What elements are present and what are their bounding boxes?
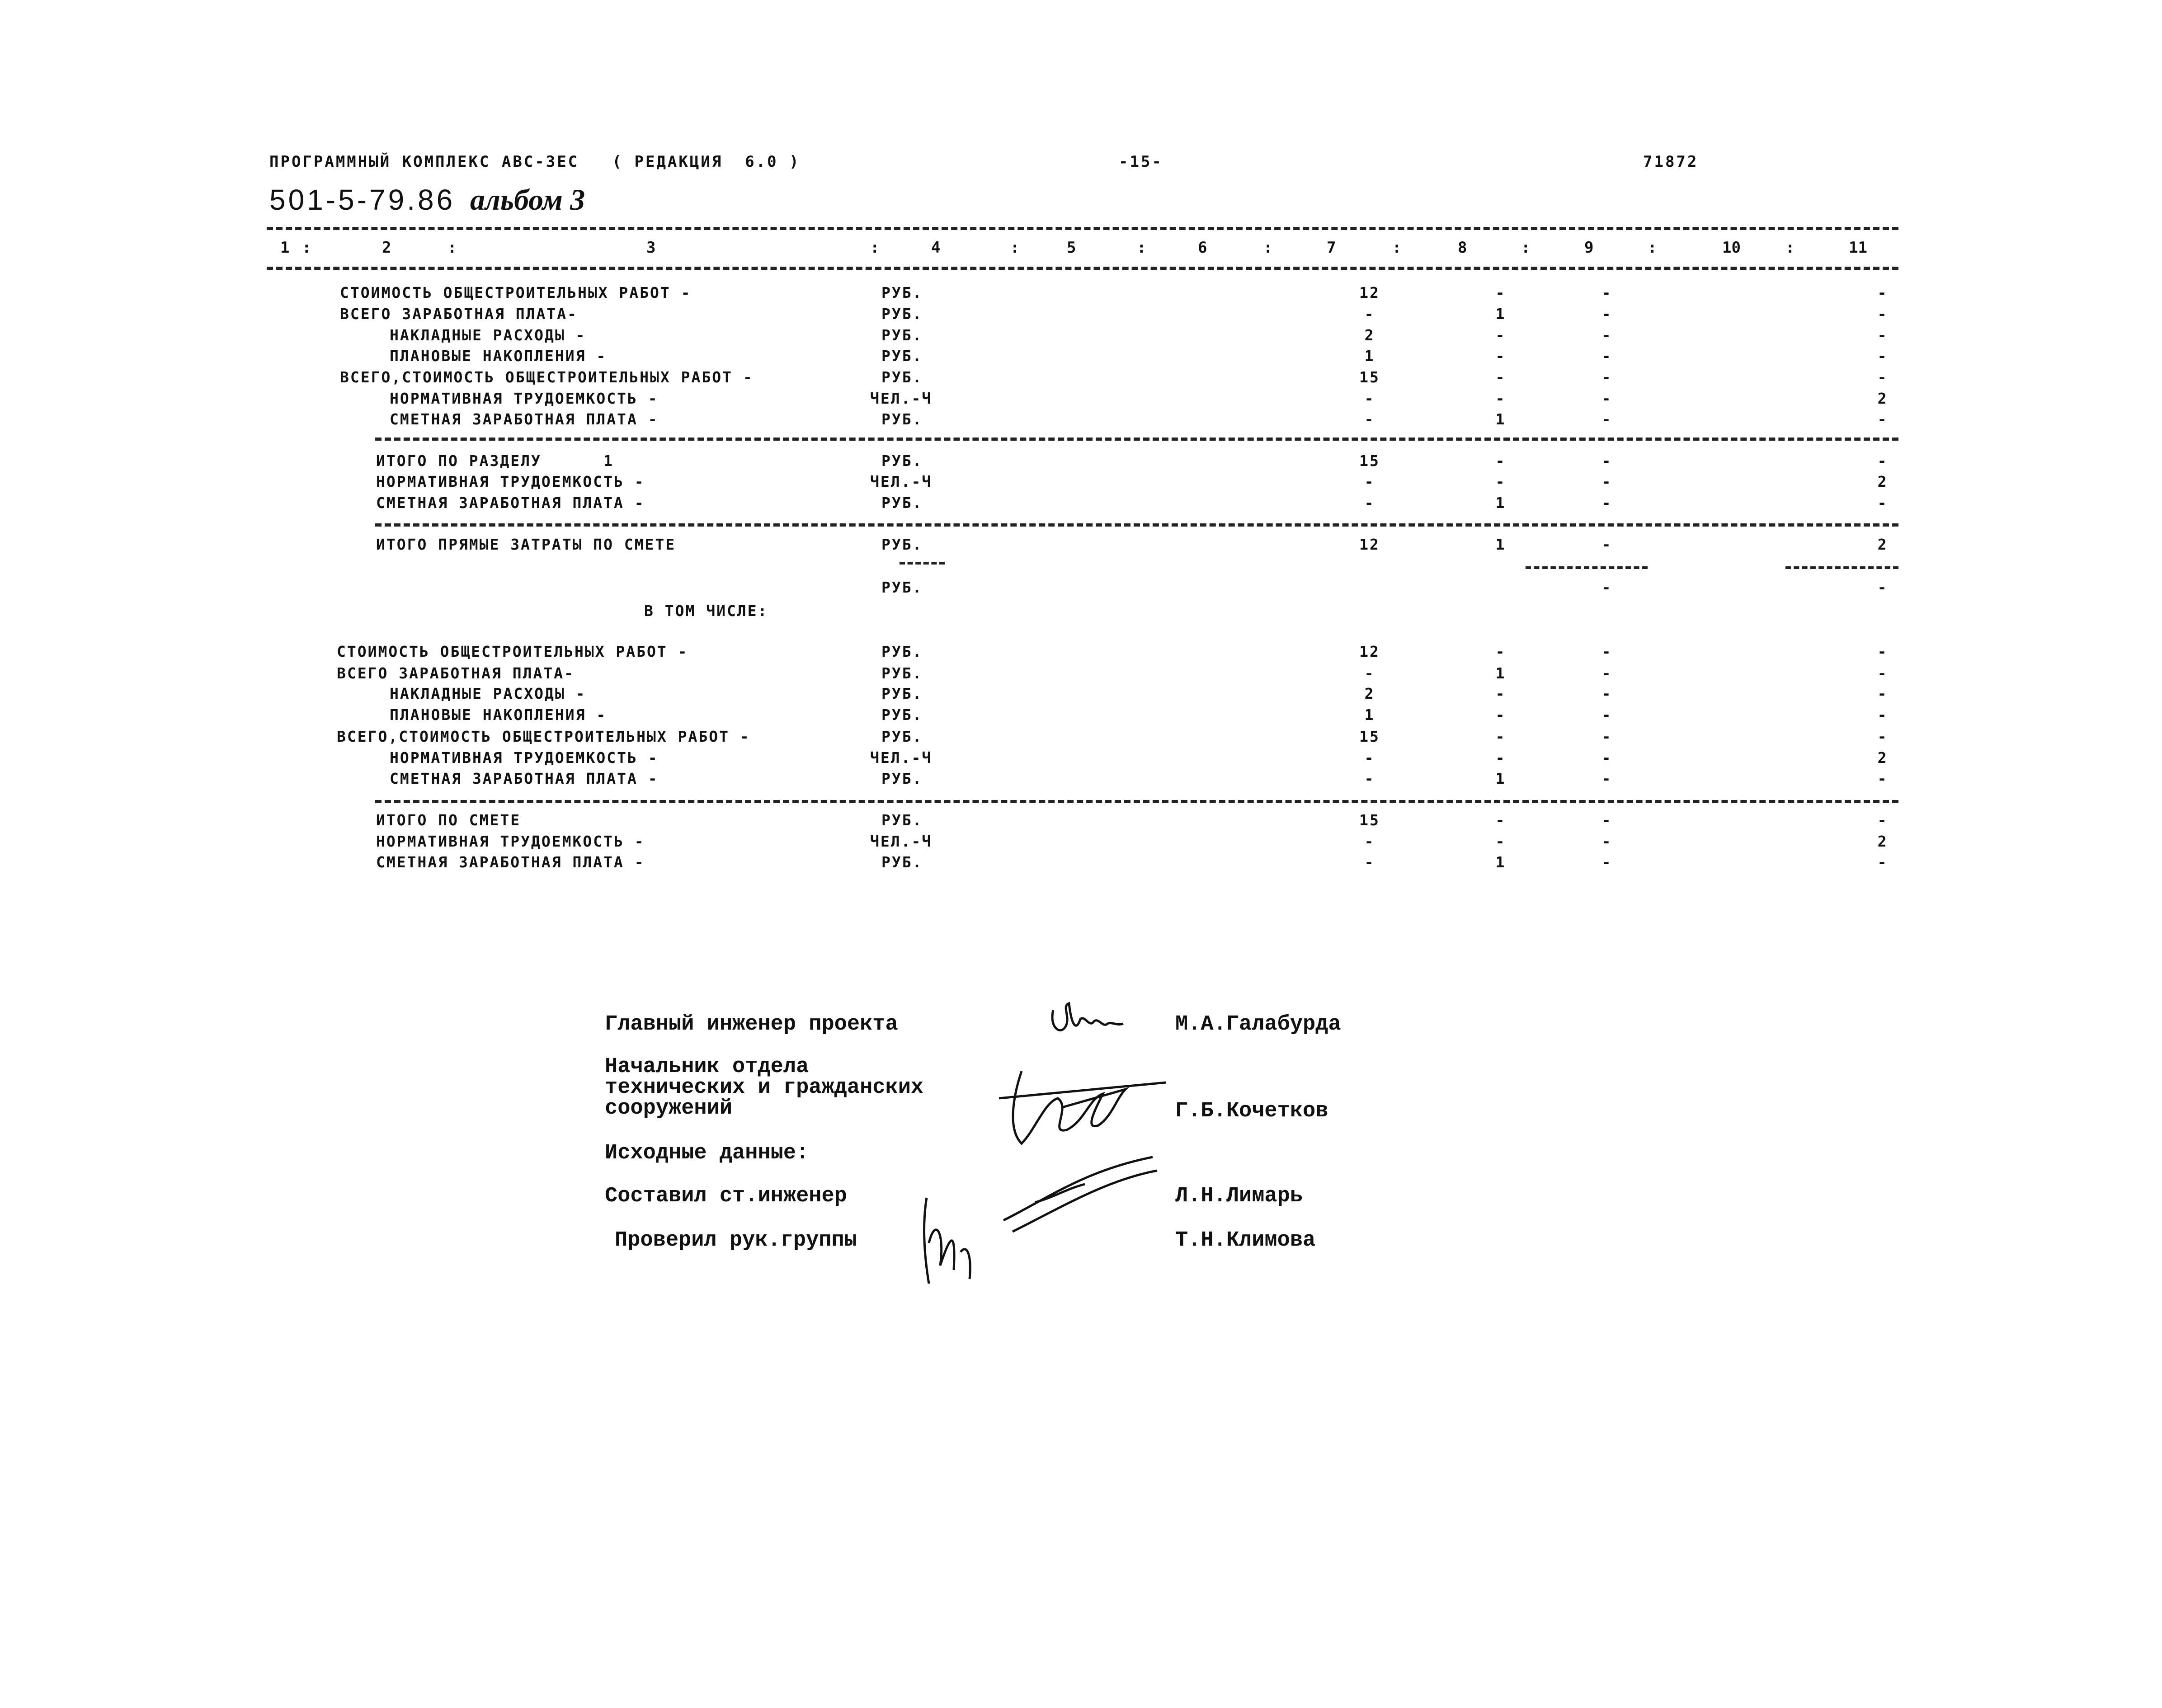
row-unit: РУБ. bbox=[881, 410, 923, 428]
row-col11-value: - bbox=[1877, 326, 1888, 344]
row-col9-value: - bbox=[1601, 833, 1612, 850]
row-col7-value: 15 bbox=[1359, 811, 1380, 829]
column-separator: : bbox=[302, 239, 311, 257]
row-col11-value: - bbox=[1877, 853, 1888, 871]
row-col9-value: - bbox=[1601, 368, 1612, 386]
row-unit: ЧЕЛ.-Ч bbox=[870, 473, 933, 490]
table-row bbox=[0, 305, 2162, 323]
row-unit: РУБ. bbox=[881, 494, 923, 512]
table-row bbox=[0, 347, 2162, 365]
row-unit: РУБ. bbox=[881, 643, 923, 660]
in-that-number-label: В ТОМ ЧИСЛЕ: bbox=[644, 602, 768, 620]
row-col9-value: - bbox=[1601, 685, 1612, 702]
table-row bbox=[0, 833, 2162, 851]
table-row bbox=[0, 452, 2162, 470]
sig-role-compiler: Составил ст.инженер bbox=[605, 1184, 847, 1208]
row-unit: РУБ. bbox=[881, 685, 923, 702]
row-col8-value: - bbox=[1495, 452, 1506, 470]
row-col7-value: 12 bbox=[1359, 643, 1380, 660]
section-rule bbox=[375, 438, 1898, 441]
signature-checker bbox=[918, 1189, 985, 1288]
row-col7-value: - bbox=[1364, 833, 1375, 850]
row-label: НОРМАТИВНАЯ ТРУДОЕМКОСТЬ - bbox=[390, 390, 659, 407]
table-row bbox=[0, 494, 2162, 512]
row-col9-value: - bbox=[1601, 664, 1612, 682]
sig-role-chief-engineer: Главный инженер проекта bbox=[605, 1012, 898, 1036]
row-unit: ЧЕЛ.-Ч bbox=[870, 833, 933, 850]
row-label: ИТОГО ПО РАЗДЕЛУ 1 bbox=[376, 452, 614, 470]
column-number-6: 6 bbox=[1198, 239, 1207, 257]
row-label: НОРМАТИВНАЯ ТРУДОЕМКОСТЬ - bbox=[376, 833, 645, 850]
row-col8-value: 1 bbox=[1495, 770, 1506, 787]
column-header-rule bbox=[267, 267, 1898, 270]
sig-role-checker: Проверил рук.группы bbox=[615, 1228, 857, 1252]
row-col7-value: 15 bbox=[1359, 452, 1380, 470]
row-col9-value: - bbox=[1601, 728, 1612, 745]
row-col9-value: - bbox=[1601, 770, 1612, 787]
column-header-row bbox=[267, 239, 1898, 258]
row-col11-value: 2 bbox=[1877, 536, 1888, 553]
table-row bbox=[0, 664, 2162, 682]
row-col9-value: - bbox=[1601, 706, 1612, 724]
row-col9-value: - bbox=[1601, 473, 1612, 490]
signature-chief-engineer bbox=[1044, 997, 1135, 1046]
table-row bbox=[0, 770, 2162, 788]
table-row bbox=[0, 473, 2162, 491]
document-code: 71872 bbox=[1643, 153, 1699, 171]
column-separator: : bbox=[1137, 239, 1146, 257]
row-label: ВСЕГО ЗАРАБОТНАЯ ПЛАТА- bbox=[337, 664, 575, 682]
row-col8-value: - bbox=[1495, 749, 1506, 767]
row-unit: РУБ. bbox=[881, 536, 923, 553]
row-col7-value: 15 bbox=[1359, 728, 1380, 745]
row-label: ИТОГО ПО СМЕТЕ bbox=[376, 811, 521, 829]
row-col7-value: - bbox=[1364, 494, 1375, 512]
row-unit: РУБ. bbox=[881, 853, 923, 871]
row-col11-value: - bbox=[1877, 811, 1888, 829]
row-col11-value: - bbox=[1877, 284, 1888, 301]
row-col8-value: 1 bbox=[1495, 410, 1506, 428]
row-label: СМЕТНАЯ ЗАРАБОТНАЯ ПЛАТА - bbox=[390, 770, 659, 787]
table-row bbox=[0, 368, 2162, 386]
row-col11-value: 2 bbox=[1877, 473, 1888, 490]
column-separator: : bbox=[1785, 239, 1795, 257]
row-col9-value: - bbox=[1601, 305, 1612, 323]
row-col11-value: - bbox=[1877, 579, 1888, 596]
row-col9-value: - bbox=[1601, 326, 1612, 344]
section-rule bbox=[375, 523, 1898, 527]
row-col8-value: - bbox=[1495, 811, 1506, 829]
column-number-5: 5 bbox=[1067, 239, 1076, 257]
row-col11-value: - bbox=[1877, 305, 1888, 323]
row-col8-value: - bbox=[1495, 833, 1506, 850]
row-col7-value: - bbox=[1364, 390, 1375, 407]
table-row bbox=[0, 643, 2162, 661]
row-col7-value: - bbox=[1364, 473, 1375, 490]
column-separator: : bbox=[870, 239, 880, 257]
row-label: СМЕТНАЯ ЗАРАБОТНАЯ ПЛАТА - bbox=[376, 494, 645, 512]
row-unit: ЧЕЛ.-Ч bbox=[870, 390, 933, 407]
row-col7-value: 2 bbox=[1364, 326, 1375, 344]
row-col7-value: 15 bbox=[1359, 368, 1380, 386]
row-col8-value: 1 bbox=[1495, 494, 1506, 512]
column-number-9: 9 bbox=[1584, 239, 1594, 257]
row-col7-value: - bbox=[1364, 305, 1375, 323]
column-number-4: 4 bbox=[931, 239, 941, 257]
row-col8-value: - bbox=[1495, 390, 1506, 407]
row-unit: ЧЕЛ.-Ч bbox=[870, 749, 933, 767]
row-label: СМЕТНАЯ ЗАРАБОТНАЯ ПЛАТА - bbox=[390, 410, 659, 428]
row-col9-value: - bbox=[1601, 579, 1612, 596]
table-top-rule bbox=[267, 227, 1898, 230]
row-col11-value: - bbox=[1877, 728, 1888, 745]
row-col11-value: - bbox=[1877, 494, 1888, 512]
row-col11-value: - bbox=[1877, 347, 1888, 365]
short-rule bbox=[900, 562, 945, 565]
row-col8-value: - bbox=[1495, 685, 1506, 702]
sig-role-department-head: Начальник отдела технических и гражданских сооружений bbox=[605, 1055, 924, 1120]
row-unit: РУБ. bbox=[881, 770, 923, 787]
row-col7-value: 2 bbox=[1364, 685, 1375, 702]
row-unit: РУБ. bbox=[881, 347, 923, 365]
column-separator: : bbox=[1010, 239, 1020, 257]
column-separator: : bbox=[1521, 239, 1531, 257]
row-col8-value: - bbox=[1495, 473, 1506, 490]
row-col8-value: - bbox=[1495, 284, 1506, 301]
row-col9-value: - bbox=[1601, 749, 1612, 767]
row-col7-value: 12 bbox=[1359, 284, 1380, 301]
row-unit: РУБ. bbox=[881, 452, 923, 470]
row-label: СТОИМОСТЬ ОБЩЕСТРОИТЕЛЬНЫХ РАБОТ - bbox=[337, 643, 688, 660]
row-label: НАКЛАДНЫЕ РАСХОДЫ - bbox=[390, 685, 586, 702]
row-col9-value: - bbox=[1601, 643, 1612, 660]
table-row bbox=[0, 706, 2162, 724]
row-label: СТОИМОСТЬ ОБЩЕСТРОИТЕЛЬНЫХ РАБОТ - bbox=[340, 284, 692, 301]
row-col8-value: - bbox=[1495, 347, 1506, 365]
column-number-7: 7 bbox=[1327, 239, 1336, 257]
album-handwritten: альбом 3 bbox=[470, 184, 585, 216]
document-number: 501-5-79.86 bbox=[269, 184, 456, 216]
short-rule bbox=[1785, 566, 1898, 569]
row-col11-value: 2 bbox=[1877, 833, 1888, 850]
table-row bbox=[0, 536, 2162, 554]
row-unit: РУБ. bbox=[881, 284, 923, 301]
column-number-3: 3 bbox=[646, 239, 656, 257]
row-label: ВСЕГО ЗАРАБОТНАЯ ПЛАТА- bbox=[340, 305, 578, 323]
table-row bbox=[0, 284, 2162, 302]
row-col7-value: - bbox=[1364, 664, 1375, 682]
row-col8-value: - bbox=[1495, 326, 1506, 344]
program-header: ПРОГРАММНЫЙ КОМПЛЕКС АВС-3ЕС ( РЕДАКЦИЯ 6.0 ) bbox=[269, 153, 801, 171]
row-unit: РУБ. bbox=[881, 811, 923, 829]
table-row bbox=[0, 685, 2162, 703]
row-col9-value: - bbox=[1601, 410, 1612, 428]
row-col11-value: - bbox=[1877, 452, 1888, 470]
column-number-2: 2 bbox=[382, 239, 391, 257]
row-col9-value: - bbox=[1601, 494, 1612, 512]
row-label: ПЛАНОВЫЕ НАКОПЛЕНИЯ - bbox=[390, 347, 607, 365]
row-col8-value: - bbox=[1495, 728, 1506, 745]
signature-department-head bbox=[994, 1062, 1175, 1153]
table-row bbox=[0, 728, 2162, 746]
row-col9-value: - bbox=[1601, 347, 1612, 365]
column-number-8: 8 bbox=[1458, 239, 1467, 257]
row-col8-value: 1 bbox=[1495, 664, 1506, 682]
table-row bbox=[0, 811, 2162, 829]
row-label: ВСЕГО,СТОИМОСТЬ ОБЩЕСТРОИТЕЛЬНЫХ РАБОТ - bbox=[337, 728, 750, 745]
row-col8-value: - bbox=[1495, 643, 1506, 660]
row-unit: РУБ. bbox=[881, 579, 923, 596]
sig-name-checker: Т.Н.Климова bbox=[1175, 1228, 1316, 1252]
row-col9-value: - bbox=[1601, 284, 1612, 301]
column-number-1: 1 bbox=[280, 239, 290, 257]
row-label: СМЕТНАЯ ЗАРАБОТНАЯ ПЛАТА - bbox=[376, 853, 645, 871]
row-col7-value: - bbox=[1364, 410, 1375, 428]
column-separator: : bbox=[1392, 239, 1402, 257]
row-col9-value: - bbox=[1601, 853, 1612, 871]
row-col11-value: - bbox=[1877, 410, 1888, 428]
row-unit: РУБ. bbox=[881, 305, 923, 323]
row-label: ПЛАНОВЫЕ НАКОПЛЕНИЯ - bbox=[390, 706, 607, 724]
row-col9-value: - bbox=[1601, 536, 1612, 553]
row-col11-value: 2 bbox=[1877, 749, 1888, 767]
row-col11-value: 2 bbox=[1877, 390, 1888, 407]
table-row bbox=[0, 853, 2162, 871]
row-unit: РУБ. bbox=[881, 368, 923, 386]
row-col8-value: - bbox=[1495, 706, 1506, 724]
row-col11-value: - bbox=[1877, 706, 1888, 724]
row-unit: РУБ. bbox=[881, 326, 923, 344]
row-col9-value: - bbox=[1601, 390, 1612, 407]
sig-role-source-data: Исходные данные: bbox=[605, 1141, 809, 1165]
short-rule bbox=[1526, 566, 1648, 569]
page-number: -15- bbox=[1119, 153, 1163, 171]
row-col7-value: - bbox=[1364, 770, 1375, 787]
table-row bbox=[0, 410, 2162, 428]
row-unit: РУБ. bbox=[881, 728, 923, 745]
row-label: ВСЕГО,СТОИМОСТЬ ОБЩЕСТРОИТЕЛЬНЫХ РАБОТ - bbox=[340, 368, 754, 386]
row-label: НОРМАТИВНАЯ ТРУДОЕМКОСТЬ - bbox=[390, 749, 659, 767]
column-separator: : bbox=[1648, 239, 1657, 257]
row-col8-value: 1 bbox=[1495, 853, 1506, 871]
row-label: НОРМАТИВНАЯ ТРУДОЕМКОСТЬ - bbox=[376, 473, 645, 490]
row-col11-value: - bbox=[1877, 770, 1888, 787]
row-unit: РУБ. bbox=[881, 706, 923, 724]
row-label: ИТОГО ПРЯМЫЕ ЗАТРАТЫ ПО СМЕТЕ bbox=[376, 536, 676, 553]
column-number-10: 10 bbox=[1722, 239, 1741, 257]
column-separator: : bbox=[447, 239, 457, 257]
row-col7-value: - bbox=[1364, 853, 1375, 871]
section-rule bbox=[375, 800, 1898, 803]
column-separator: : bbox=[1263, 239, 1273, 257]
signature-compiler bbox=[994, 1153, 1166, 1234]
row-col9-value: - bbox=[1601, 452, 1612, 470]
row-col11-value: - bbox=[1877, 368, 1888, 386]
sig-name-compiler: Л.Н.Лимарь bbox=[1175, 1184, 1303, 1208]
row-col11-value: - bbox=[1877, 664, 1888, 682]
row-col8-value: 1 bbox=[1495, 536, 1506, 553]
row-col9-value: - bbox=[1601, 811, 1612, 829]
row-unit: РУБ. bbox=[881, 664, 923, 682]
row-col11-value: - bbox=[1877, 685, 1888, 702]
row-col11-value: - bbox=[1877, 643, 1888, 660]
row-col7-value: 1 bbox=[1364, 347, 1375, 365]
row-col7-value: 12 bbox=[1359, 536, 1380, 553]
row-label: НАКЛАДНЫЕ РАСХОДЫ - bbox=[390, 326, 586, 344]
table-row bbox=[0, 390, 2162, 408]
sig-name-chief-engineer: М.А.Галабурда bbox=[1175, 1012, 1341, 1036]
row-col8-value: - bbox=[1495, 368, 1506, 386]
table-row bbox=[0, 749, 2162, 767]
sig-name-department-head: Г.Б.Кочетков bbox=[1175, 1099, 1328, 1123]
row-col7-value: - bbox=[1364, 749, 1375, 767]
row-col7-value: 1 bbox=[1364, 706, 1375, 724]
column-number-11: 11 bbox=[1849, 239, 1867, 257]
row-col8-value: 1 bbox=[1495, 305, 1506, 323]
table-row bbox=[0, 579, 2162, 597]
table-row bbox=[0, 326, 2162, 344]
